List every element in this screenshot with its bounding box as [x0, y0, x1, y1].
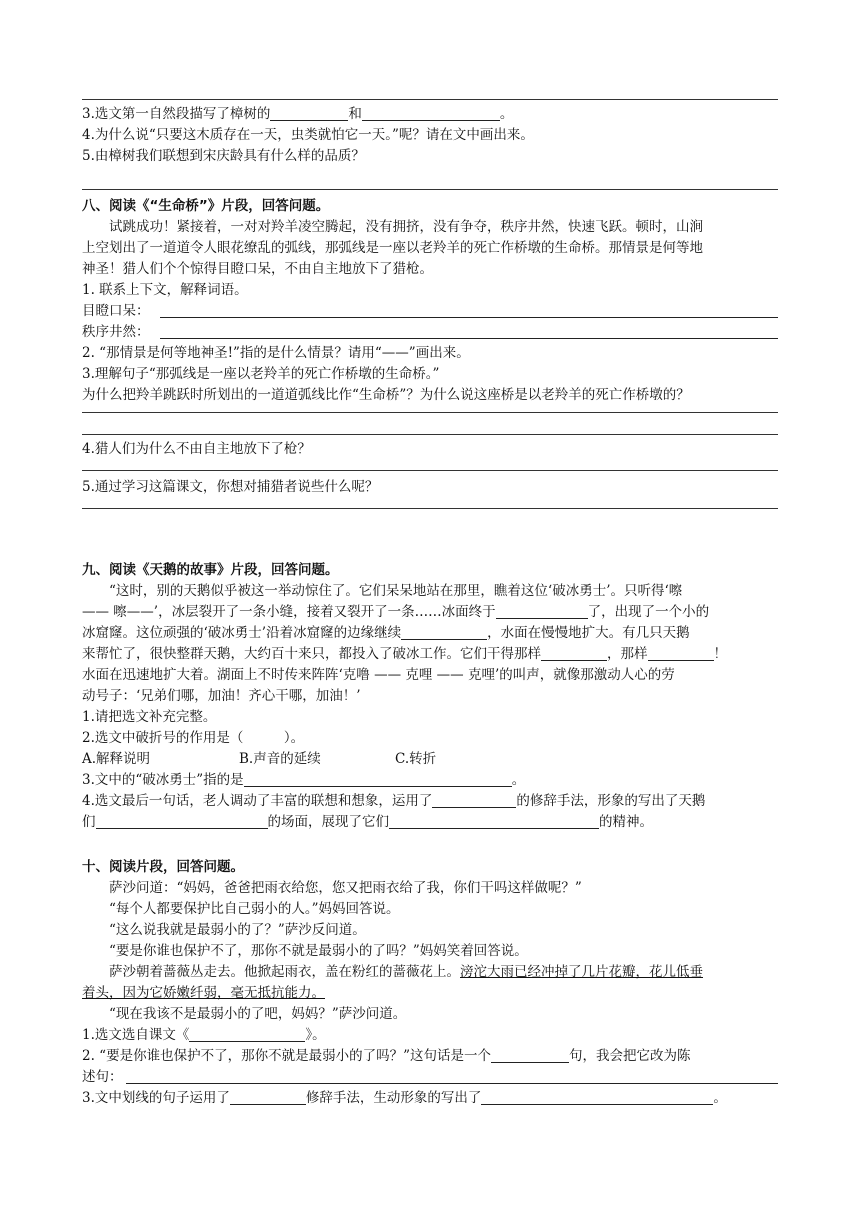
passage-line: 萨沙问道：“妈妈，爸爸把雨衣给您，您又把雨衣给了我，你们干吗这样做呢？” [109, 880, 582, 896]
passage-line: “这时，别的天鹅似乎被这一举动惊住了。它们呆呆地站在那里，瞧着这位‘破冰勇士’。只听得‘嚓 [109, 583, 683, 599]
underlined-sentence: 滂沱大雨已经冲掉了几片花瓣，花儿低垂 [460, 964, 703, 980]
passage-line: 试跳成功！紧接着，一对对羚羊凌空腾起，没有拥挤，没有争夺，秩序井然，快速飞跃。顿时，山涧 [109, 219, 703, 235]
passage-line: “要是你谁也保护不了，那你不就是最弱小的了吗？”妈妈笑着回答说。 [109, 943, 528, 959]
s9-question-2: 2.选文中破折号的作用是（ ）。 [82, 730, 305, 746]
s8-word-2: 秩序井然： [82, 322, 778, 343]
answer-blank[interactable] [189, 1026, 305, 1042]
section-9-heading: 九、阅读《天鹅的故事》片段，回答问题。 [82, 562, 339, 578]
passage-line: 来帮忙了，很快整群天鹅，大约百十来只，都投入了破冰工作。它们干得那样 ，那样 ！ [82, 646, 727, 662]
answer-blank[interactable] [481, 1089, 713, 1105]
answer-line[interactable] [82, 413, 778, 435]
answer-blank[interactable] [270, 105, 348, 121]
answer-line[interactable] [82, 498, 778, 509]
answer-blank[interactable] [541, 645, 607, 661]
answer-blank[interactable] [496, 603, 588, 619]
s8-question-3-detail: 为什么把羚羊跳跃时所划出的一道道弧线比作“生命桥”？为什么说这座桥是以老羚羊的死亡作桥墩的？ [82, 387, 690, 403]
section-8 [82, 196, 778, 509]
answer-blank[interactable] [401, 624, 487, 640]
section-10 [82, 857, 778, 1109]
passage-line: 动号子：‘兄弟们哪，加油！齐心干哪，加油！’ [82, 688, 361, 704]
passage-line: “现在我该不是最弱小的了吧，妈妈？”萨沙问道。 [109, 1006, 407, 1022]
passage-line: 萨沙朝着蔷薇丛走去。他掀起雨衣，盖在粉红的蔷薇花上。滂沱大雨已经冲掉了几片花瓣，花儿低垂 [109, 964, 703, 980]
passage-line: 上空划出了一道道令人眼花缭乱的弧线，那弧线是一座以老羚羊的死亡作桥墩的生命桥。那情景是何等地 [82, 240, 703, 256]
s8-question-2: 2. “那情景是何等地神圣!”指的是什么情景？请用“——”画出来。 [82, 345, 470, 361]
answer-line[interactable] [82, 189, 778, 190]
s10-question-2-cont: 述句： [82, 1067, 778, 1088]
passage-line: 水面在迅速地扩大着。湖面上不时传来阵阵‘克噜 —— 克哩 —— 克哩’的叫声，就像那激动人心的劳 [82, 667, 675, 683]
s8-question-5: 5.通过学习这篇课文，你想对捕猎者说些什么呢？ [82, 479, 379, 495]
answer-blank[interactable] [230, 1089, 306, 1105]
passage-line: 神圣！猎人们个个惊得目瞪口呆，不由自主地放下了猎枪。 [82, 261, 433, 277]
s8-question-3: 3.理解句子“那弧线是一座以老羚羊的死亡作桥墩的生命桥。” [82, 366, 440, 382]
answer-blank[interactable] [362, 105, 500, 121]
option-c[interactable]: C.转折 [395, 751, 437, 767]
s10-question-2: 2. “要是你谁也保护不了，那你不就是最弱小的了吗？”这句话是一个 句，我会把它改为陈 [82, 1048, 691, 1064]
s7-question-5: 5.由樟树我们联想到宋庆龄具有什么样的品质？ [82, 148, 365, 164]
s8-word-1: 目瞪口呆： [82, 301, 778, 322]
section-8-heading: 八、阅读《“生命桥”》片段，回答问题。 [82, 198, 330, 214]
answer-line[interactable] [82, 406, 778, 413]
answer-blank[interactable] [244, 771, 512, 787]
s10-question-3: 3.文中划线的句子运用了 修辞手法，生动形象的写出了 。 [82, 1090, 727, 1106]
passage-line: 冰窟窿。这位顽强的‘破冰勇士’沿着冰窟窿的边缘继续 ，水面在慢慢地扩大。有几只天鹅 [82, 625, 690, 641]
s10-question-1: 1.选文选自课文《 》。 [82, 1027, 326, 1043]
answer-line[interactable] [126, 1083, 778, 1084]
s8-question-1: 1. 联系上下文，解释词语。 [82, 282, 248, 298]
s7-question-4: 4.为什么说“只要这木质存在一天，虫类就怕它一天。”呢？请在文中画出来。 [82, 127, 534, 143]
underlined-sentence: 着头，因为它娇嫩纤弱，毫无抵抗能力。 [82, 985, 325, 1001]
answer-blank[interactable] [96, 813, 268, 829]
top-divider [82, 99, 778, 100]
s9-question-3: 3.文中的“破冰勇士”指的是 。 [82, 772, 526, 788]
section-9 [82, 560, 778, 833]
passage-line: “每个人都要保护比自己弱小的人。”妈妈回答说。 [109, 901, 400, 917]
passage-line: “这么说我就是最弱小的了？”萨沙反问道。 [109, 922, 366, 938]
section-7-tail [82, 104, 778, 167]
option-a[interactable]: A.解释说明 [82, 751, 151, 767]
answer-blank[interactable] [648, 645, 714, 661]
section-10-heading: 十、阅读片段，回答问题。 [82, 859, 244, 875]
passage-line: —— 嚓——’，冰层裂开了一条小缝，接着又裂开了一条……冰面终于 了，出现了一个小的 [82, 604, 710, 620]
answer-line[interactable] [160, 317, 778, 318]
s9-question-4-cont: 们 的场面，展现了它们 的精神。 [82, 814, 653, 830]
s9-options [82, 749, 778, 770]
answer-blank[interactable] [389, 813, 599, 829]
passage-line [82, 983, 778, 1004]
answer-blank[interactable] [491, 1047, 569, 1063]
answer-line[interactable] [82, 460, 778, 471]
answer-blank[interactable] [432, 792, 516, 808]
s8-question-4: 4.猎人们为什么不由自主地放下了枪？ [82, 441, 311, 457]
s9-question-1: 1.请把选文补充完整。 [82, 709, 217, 725]
answer-line[interactable] [160, 338, 778, 339]
s7-question-3: 3.选文第一自然段描写了樟树的 和 。 [82, 106, 514, 122]
s9-question-4: 4.选文最后一句话，老人调动了丰富的联想和想象，运用了 的修辞手法，形象的写出了天鹅 [82, 793, 706, 809]
option-b[interactable]: B.声音的延续 [239, 751, 321, 767]
